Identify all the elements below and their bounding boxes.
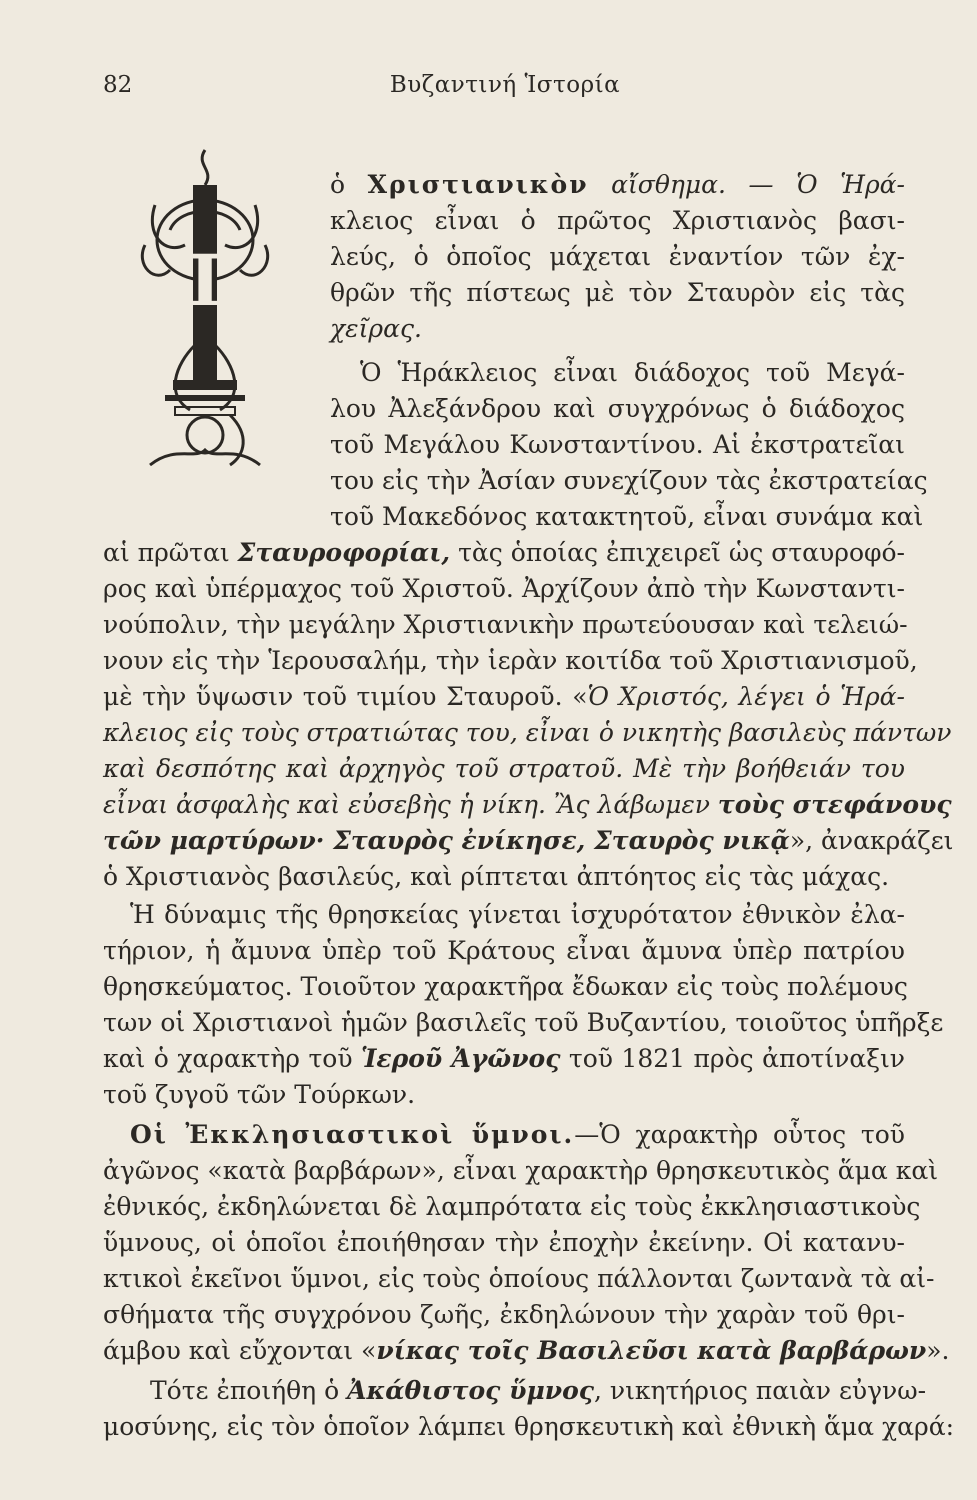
text-line: Ἡ δύναμις τῆς θρησκείας γίνεται ἰσχυρότατον ἐθνικὸν ἐλα-	[130, 900, 905, 929]
text-line: μοσύνης, εἰς τὸν ὁποῖον λάμπει θρησκευτικὴ καὶ ἐθνικὴ ἅμα χαρά:	[103, 1412, 955, 1441]
text-line: τῶν μαρτύρων· Σταυρὸς ἐνίκησε, Σταυρὸς νικᾷ», ἀνακράζει	[103, 826, 954, 855]
text-line: κτικοὶ ἐκεῖνοι ὕμνοι, εἰς τοὺς ὁποίους πάλλονται ζωντανὰ τὰ αἰ-	[103, 1264, 935, 1293]
text-line: Οἱ Ἐκκλησιαστικοὶ ὕμνοι.—Ὁ χαρακτὴρ οὗτος τοῦ	[130, 1120, 905, 1149]
text-line: καὶ ὁ χαρακτὴρ τοῦ Ἱεροῦ Ἀγῶνος τοῦ 1821 πρὸς ἀποτίναξιν	[103, 1044, 905, 1073]
text-line: θρῶν τῆς πίστεως μὲ τὸν Σταυρὸν εἰς τὰς	[330, 278, 905, 307]
text-line: Τότε ἐποιήθη ὁ Ἀκάθιστος ὕμνος, νικητήριος παιὰν εὐγνω-	[150, 1376, 927, 1405]
text-line: κλειος εἶναι ὁ πρῶτος Χριστιανὸς βασι-	[330, 206, 905, 235]
text-line: μὲ τὴν ὕψωσιν τοῦ τιμίου Σταυροῦ. «Ὁ Χριστός, λέγει ὁ Ἡρά-	[103, 682, 905, 711]
text-line: λου Ἀλεξάνδρου καὶ συγχρόνως ὁ διάδοχος	[330, 394, 905, 423]
text-line: ἀγῶνος «κατὰ βαρβάρων», εἶναι χαρακτὴρ θρησκευτικὸς ἅμα καὶ	[103, 1156, 939, 1185]
text-line: κλειος εἰς τοὺς στρατιώτας του, εἶναι ὁ νικητὴς βασιλεὺς πάντων	[103, 718, 952, 747]
text-line: εἶναι ἀσφαλὴς καὶ εὐσεβὴς ἡ νίκη. Ἂς λάβωμεν τοὺς στεφάνους	[103, 790, 952, 819]
text-line: άμβου καὶ εὔχονται «νίκας τοῖς Βασιλεῦσι κατὰ βαρβάρων».	[103, 1336, 950, 1365]
text-line: αἱ πρῶται Σταυροφορίαι, τὰς ὁποίας ἐπιχειρεῖ ὡς σταυροφό-	[103, 538, 905, 567]
text-line: νουν εἰς τὴν Ἱερουσαλήμ, τὴν ἱερὰν κοιτίδα τοῦ Χριστιανισμοῦ,	[103, 646, 918, 675]
text-line: καὶ δεσπότης καὶ ἀρχηγὸς τοῦ στρατοῦ. Μὲ τὴν βοήθειάν του	[103, 754, 905, 783]
text-line: νούπολιν, τὴν μεγάλην Χριστιανικὴν πρωτεύουσαν καὶ τελειώ-	[103, 610, 908, 639]
text-line: λεύς, ὁ ὁποῖος μάχεται ἐναντίον τῶν ἐχ-	[330, 242, 905, 271]
running-title: Βυζαντινή Ἱστορία	[389, 72, 621, 98]
text-line: τοῦ Μακεδόνος κατακτητοῦ, εἶναι συνάμα καὶ	[330, 502, 924, 531]
text-line: τήριον, ἡ ἄμυνα ὑπὲρ τοῦ Κράτους εἶναι ἄμυνα ὑπὲρ πατρίου	[103, 936, 905, 965]
page-header	[103, 72, 907, 108]
text-line: ὁ Χριστιανὸς βασιλεύς, καὶ ρίπτεται ἀπτόητος εἰς τὰς μάχας.	[103, 862, 890, 891]
svg-text:Τ: Τ	[178, 239, 232, 322]
page-number: 82	[103, 72, 133, 98]
text-line: του εἰς τὴν Ἀσίαν συνεχίζουν τὰς ἐκστρατείας	[330, 466, 928, 495]
text-line: Ὁ Ἡράκλειος εἶναι διάδοχος τοῦ Μεγά-	[360, 358, 905, 387]
text-line: τοῦ ζυγοῦ τῶν Τούρκων.	[103, 1080, 416, 1109]
text-line: τοῦ Μεγάλου Κωνσταντίνου. Αἱ ἐκστρατεῖαι	[330, 430, 905, 459]
text-line: ρος καὶ ὑπέρμαχος τοῦ Χριστοῦ. Ἀρχίζουν ἀπὸ τὴν Κωνσταντι-	[103, 574, 905, 603]
text-line: ἐθνικός, ἐκδηλώνεται δὲ λαμπρότατα εἰς τοὺς ἐκκλησιαστικοὺς	[103, 1192, 921, 1221]
ornamental-drop-cap	[135, 145, 275, 490]
text-line: θρησκεύματος. Τοιοῦτον χαρακτῆρα ἔδωκαν εἰς τοὺς πολέμους	[103, 972, 908, 1001]
section-heading: Οἱ Ἐκκλησιαστικοὶ ὕμνοι.	[130, 1120, 575, 1149]
text-line: των οἱ Χριστιανοὶ ἡμῶν βασιλεῖς τοῦ Βυζαντίου, τοιοῦτος ὑπῆρξε	[103, 1008, 944, 1037]
text-line: ὕμνους, οἱ ὁποῖοι ἐποιήθησαν τὴν ἐποχὴν ἐκείνην. Οἱ κατανυ-	[103, 1228, 905, 1257]
text-line: ὁ Χριστιανικὸν αἴσθημα. — Ὁ Ἡρά-	[330, 170, 905, 199]
text-line: χεῖρας.	[330, 314, 422, 343]
text-line: σθήματα τῆς συγχρόνου ζωῆς, ἐκδηλώνουν τὴν χαρὰν τοῦ θρι-	[103, 1300, 905, 1329]
